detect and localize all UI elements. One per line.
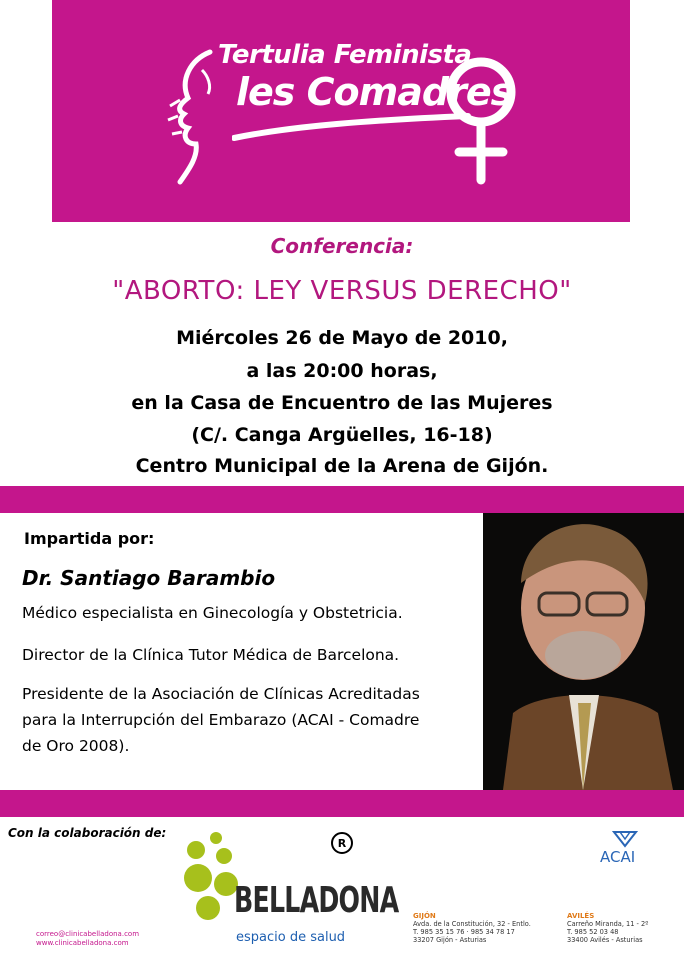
bottom-divider-stripe xyxy=(0,790,684,817)
speaker-desc-2: Director de la Clínica Tutor Médica de Barcelona. xyxy=(22,646,400,664)
gijon-line2: T. 985 35 15 76 · 985 34 78 17 xyxy=(413,928,515,936)
event-venue: en la Casa de Encuentro de las Mujeres xyxy=(131,392,553,414)
event-date: Miércoles 26 de Mayo de 2010, xyxy=(176,327,508,349)
speaker-photo xyxy=(483,513,684,790)
event-time: a las 20:00 horas, xyxy=(246,360,438,382)
svg-text:R: R xyxy=(337,837,347,850)
speaker-desc-3-line3: de Oro 2008). xyxy=(22,737,130,755)
aviles-address-block xyxy=(567,912,648,944)
acai-label: ACAI xyxy=(600,848,636,866)
gijon-city: GIJÓN xyxy=(413,912,436,920)
top-divider-stripe xyxy=(0,486,684,513)
aviles-city: AVILÉS xyxy=(567,912,595,920)
speaker-name: Dr. Santiago Barambio xyxy=(22,566,276,590)
conference-title: "ABORTO: LEY VERSUS DERECHO" xyxy=(112,276,572,306)
logo-underline-swoosh xyxy=(232,112,472,142)
aviles-line1: Carreño Miranda, 11 - 2º xyxy=(567,920,649,928)
sponsor-website[interactable]: www.clinicabelladona.com xyxy=(36,939,129,947)
conference-label: Conferencia: xyxy=(270,234,414,258)
logo-line2: les Comadres xyxy=(236,70,513,114)
gijon-line3: 33207 Gijón - Asturias xyxy=(413,936,487,944)
logo-line1: Tertulia Feminista xyxy=(218,40,472,70)
sponsor-email[interactable]: correo@clinicabelladona.com xyxy=(36,930,140,938)
aviles-line2: T. 985 52 03 48 xyxy=(567,928,619,936)
event-address: (C/. Canga Argüelles, 16-18) xyxy=(191,424,493,446)
speaker-intro: Impartida por: xyxy=(24,529,155,548)
speaker-desc-1: Médico especialista en Ginecología y Obstetricia. xyxy=(22,604,403,622)
gijon-line1: Avda. de la Constitución, 32 - Entlo. xyxy=(413,920,531,928)
gijon-address-block xyxy=(413,912,531,944)
speaker-desc-3-line1: Presidente de la Asociación de Clínicas Acreditadas xyxy=(22,685,420,703)
event-center: Centro Municipal de la Arena de Gijón. xyxy=(135,455,549,477)
speaker-desc-3-line2: para la Interrupción del Embarazo (ACAI - Comadre xyxy=(22,711,420,729)
belladona-logo-icon xyxy=(178,826,242,922)
sponsor-name: BELLADONA xyxy=(234,880,399,921)
sponsor-tagline: espacio de salud xyxy=(236,930,346,945)
acai-logo-icon xyxy=(612,830,638,848)
aviles-line3: 33400 Avilés - Asturias xyxy=(567,936,643,944)
registered-seal-icon xyxy=(330,832,354,862)
collaboration-label: Con la colaboración de: xyxy=(8,826,167,840)
